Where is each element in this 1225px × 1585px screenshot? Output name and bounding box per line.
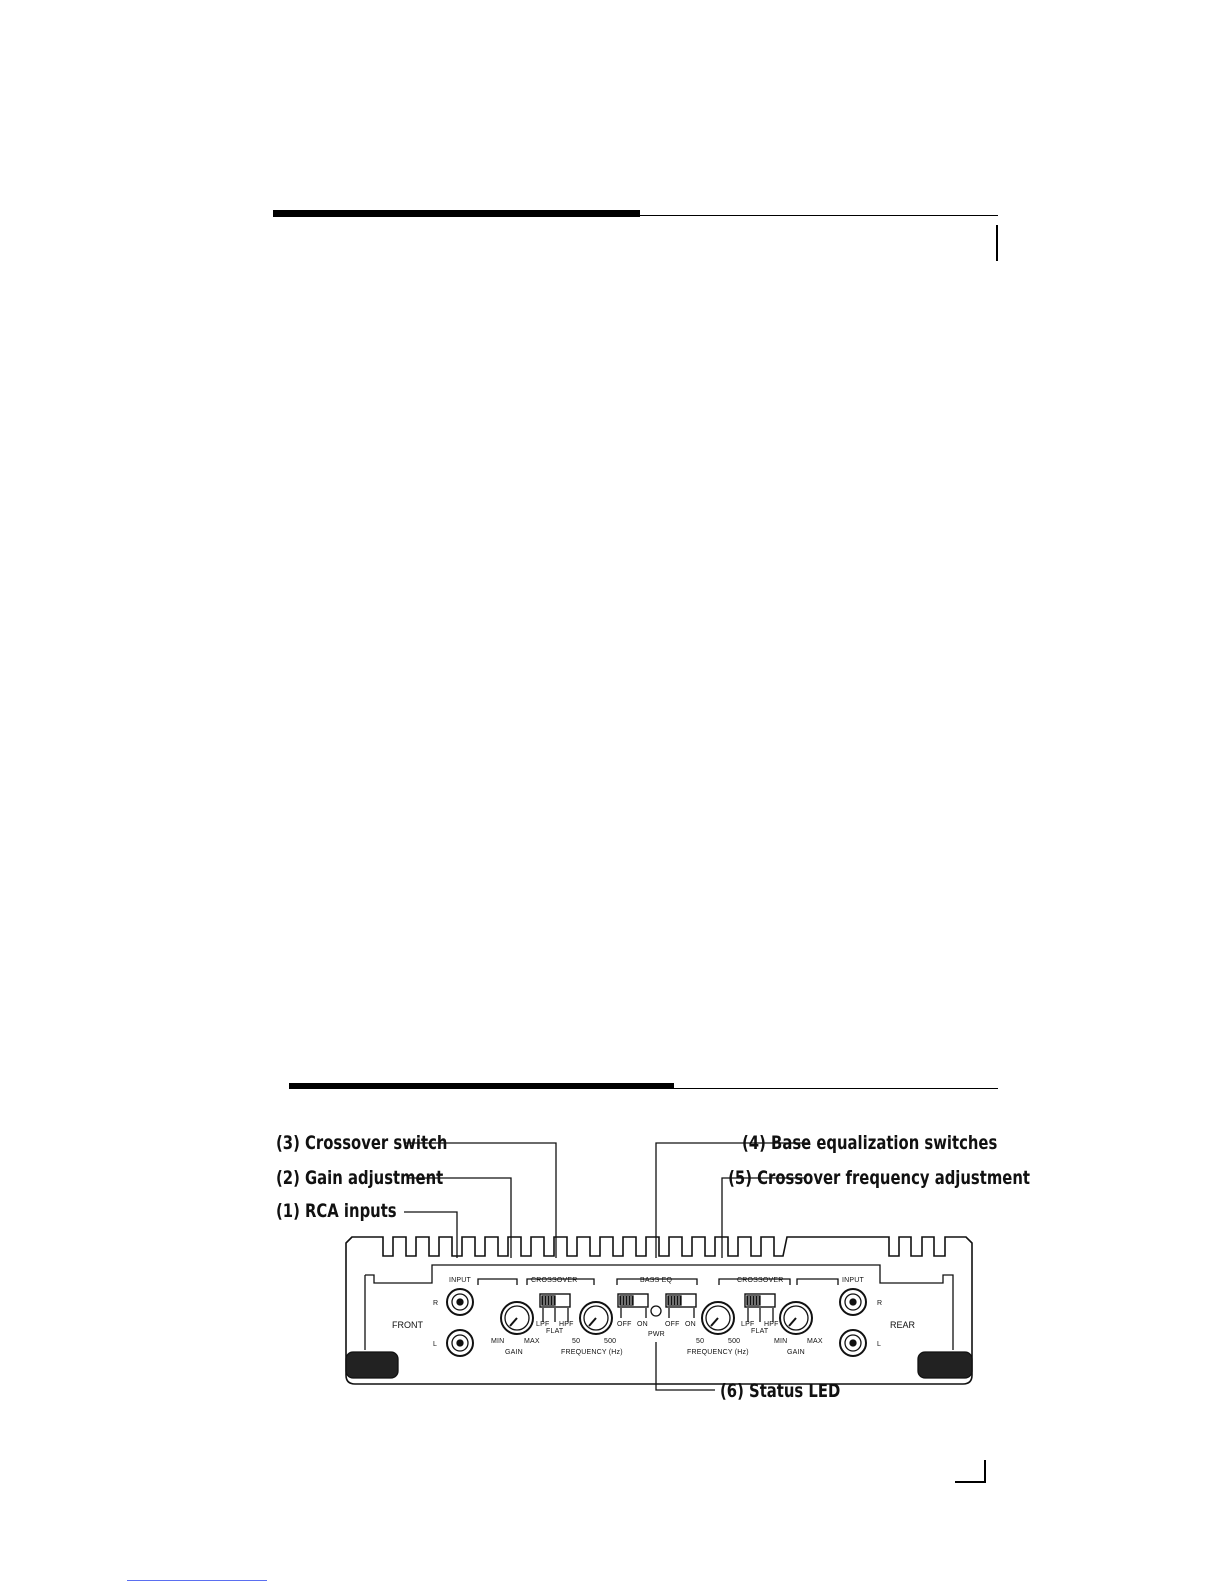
label-freq-50-left: 50	[572, 1338, 581, 1345]
label-gain-right: GAIN	[787, 1349, 805, 1356]
label-eq-off-left: OFF	[617, 1321, 632, 1328]
label-front-r: R	[433, 1300, 439, 1307]
bass-eq-switch-right	[666, 1294, 696, 1318]
callout-gain-adjustment: (2) Gain adjustment	[276, 1167, 444, 1189]
label-gain-min-right: MIN	[774, 1338, 788, 1345]
label-freq-50-right: 50	[696, 1338, 705, 1345]
label-freq-500-right: 500	[728, 1338, 741, 1345]
crossover-switch-right	[745, 1294, 775, 1322]
leader-bass-eq	[656, 1143, 808, 1258]
bracket-input-left	[478, 1279, 517, 1285]
callout-bass-eq-switches: (4) Base equalization switches	[741, 1132, 997, 1154]
label-crossover-left: CROSSOVER	[531, 1277, 578, 1284]
label-lpf-right: LPF	[741, 1321, 755, 1328]
callout-crossover-frequency: (5) Crossover frequency adjustment	[728, 1167, 1030, 1189]
callout-crossover-switch: (3) Crossover switch	[276, 1132, 448, 1154]
crossover-switch-left	[540, 1294, 570, 1322]
label-eq-off-right: OFF	[665, 1321, 680, 1328]
rca-rear-l-pin	[850, 1340, 856, 1346]
label-frequency-left: FREQUENCY (Hz)	[561, 1349, 623, 1356]
leader-crossover-switch	[405, 1143, 556, 1258]
label-flat-left: FLAT	[546, 1328, 564, 1335]
label-rear: REAR	[890, 1320, 916, 1330]
label-eq-on-left: ON	[637, 1321, 648, 1328]
label-hpf-right: HPF	[764, 1321, 779, 1328]
leader-rca	[404, 1212, 457, 1258]
bass-eq-switch-left	[618, 1294, 648, 1318]
status-led	[651, 1306, 661, 1316]
label-hpf-left: HPF	[559, 1321, 574, 1328]
label-flat-right: FLAT	[751, 1328, 769, 1335]
label-input-left: INPUT	[449, 1277, 471, 1284]
leader-crossover-freq	[722, 1178, 805, 1258]
bracket-input-right	[797, 1279, 838, 1285]
label-rear-l: L	[877, 1341, 882, 1348]
label-front: FRONT	[392, 1320, 423, 1330]
rca-rear-r-pin	[850, 1299, 856, 1305]
label-front-l: L	[433, 1341, 438, 1348]
label-input-right: INPUT	[842, 1277, 864, 1284]
callout-status-led: (6) Status LED	[720, 1380, 841, 1402]
label-gain-left: GAIN	[505, 1349, 523, 1356]
amp-body-outline	[346, 1237, 972, 1384]
leader-gain	[408, 1178, 511, 1258]
label-rear-r: R	[877, 1300, 883, 1307]
label-bass-eq: BASS EQ	[640, 1277, 673, 1284]
label-crossover-right: CROSSOVER	[737, 1277, 784, 1284]
label-eq-on-right: ON	[685, 1321, 696, 1328]
right-foot	[918, 1352, 972, 1378]
label-gain-max-right: MAX	[807, 1338, 823, 1345]
gain-knob-left	[501, 1302, 533, 1334]
label-frequency-right: FREQUENCY (Hz)	[687, 1349, 749, 1356]
frequency-knob-left	[580, 1302, 612, 1334]
label-lpf-left: LPF	[536, 1321, 550, 1328]
frequency-knob-right	[702, 1302, 734, 1334]
rca-front-r-pin	[457, 1299, 463, 1305]
label-gain-max-left: MAX	[524, 1338, 540, 1345]
callout-rca-inputs: (1) RCA inputs	[276, 1200, 397, 1222]
label-freq-500-left: 500	[604, 1338, 617, 1345]
label-gain-min-left: MIN	[491, 1338, 505, 1345]
rca-front-l-pin	[457, 1340, 463, 1346]
gain-knob-right	[780, 1302, 812, 1334]
left-foot	[346, 1352, 398, 1378]
label-pwr: PWR	[648, 1331, 665, 1338]
